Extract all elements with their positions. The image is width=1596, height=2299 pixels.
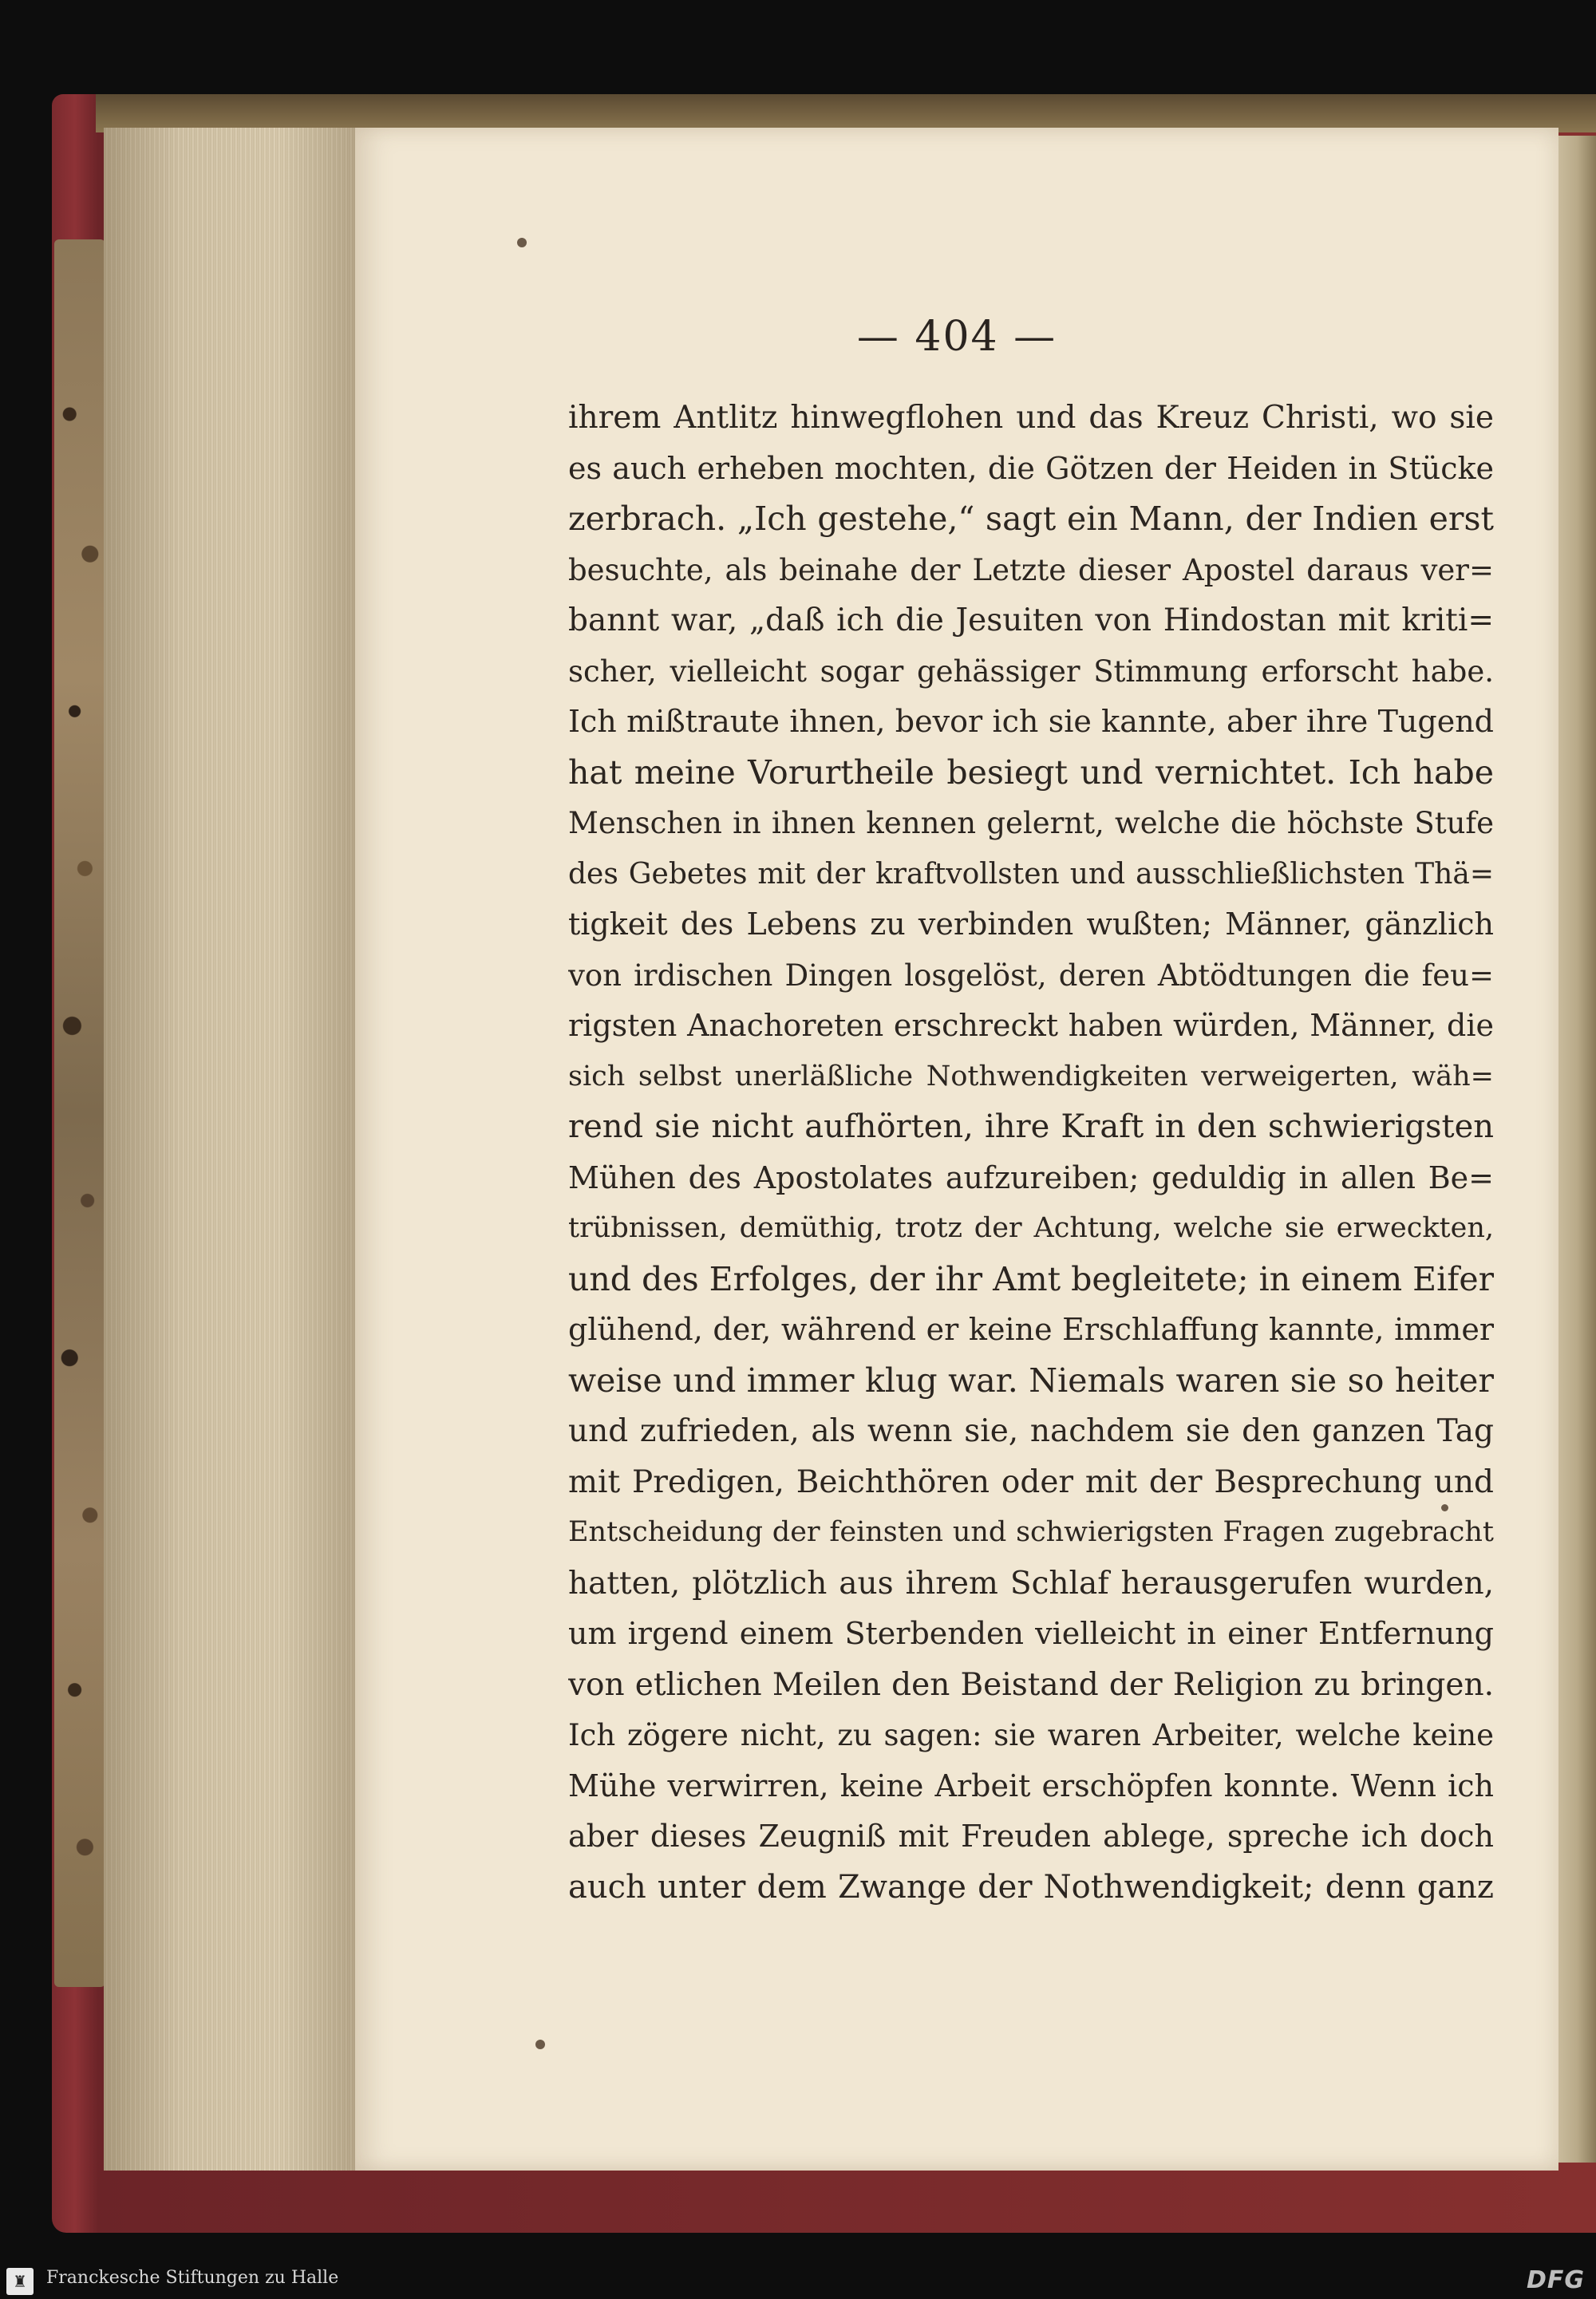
facing-page-edge [1558,136,1596,2163]
text-line: auch unter dem Zwange der Nothwendigkeit; denn ganz [568,1868,1494,1906]
text-line: rend sie nicht aufhörten, ihre Kraft in den schwierigsten [568,1108,1494,1145]
text-line: Mühe verwirren, keine Arbeit erschöpfen konnte. Wenn ich [568,1768,1494,1803]
marbled-spine [54,239,105,1987]
text-line: ihrem Antlitz hinwegflohen und das Kreuz Christi, wo sie [568,400,1494,436]
funder-logo: DFG [1526,2266,1585,2294]
text-line: hat meine Vorurtheile besiegt und vernichtet. Ich habe [568,753,1494,792]
text-line: von irdischen Dingen losgelöst, deren Abtödtungen die feu= [568,958,1494,993]
text-line: scher, vielleicht sogar gehässiger Stimmung erforscht habe. [568,654,1494,689]
text-line: sich selbst unerläßliche Nothwendigkeiten verweigerten, wäh= [568,1060,1494,1092]
text-line: bannt war, „daß ich die Jesuiten von Hindostan mit kriti= [568,602,1494,638]
text-line: Entscheidung der feinsten und schwierigsten Fragen zugebracht [568,1516,1494,1548]
institution-name: Franckesche Stiftungen zu Halle [46,2268,339,2288]
text-line: zerbrach. „Ich gestehe,“ sagt ein Mann, der Indien erst [568,500,1494,538]
text-line: hatten, plötzlich aus ihrem Schlaf herausgerufen wurden, [568,1565,1494,1602]
page-number: — 404 — [856,313,1057,361]
text-line: und des Erfolges, der ihr Amt begleitete; in einem Eifer [568,1259,1494,1298]
text-line: Mühen des Apostolates aufzureiben; geduldig in allen Be= [568,1159,1494,1195]
page-block-shading [104,128,355,2171]
text-line: tigkeit des Lebens zu verbinden wußten; Männer, gänzlich [568,907,1494,942]
text-line: Ich zögere nicht, zu sagen: sie waren Arbeiter, welche keine [568,1718,1494,1752]
text-line: und zufrieden, als wenn sie, nachdem sie den ganzen Tag [568,1413,1494,1449]
text-line: von etlichen Meilen den Beistand der Religion zu bringen. [568,1666,1494,1703]
page-text [568,393,1494,1913]
text-line: Ich mißtraute ihnen, bevor ich sie kannte, aber ihre Tugend [568,704,1494,739]
paper-spot [535,2040,545,2049]
text-line: trübnissen, demüthig, trotz der Achtung, welche sie erweckten, [568,1212,1494,1244]
text-line: Menschen in ihnen kennen gelernt, welche die höchste Stufe [568,806,1494,840]
text-line: mit Predigen, Beichthören oder mit der Besprechung und [568,1464,1494,1500]
text-line: es auch erheben mochten, die Götzen der Heiden in Stücke [568,450,1494,486]
text-line: um irgend einem Sterbenden vielleicht in einer Entfernung [568,1616,1494,1651]
text-line: glühend, der, während er keine Erschlaffung kannte, immer [568,1312,1494,1347]
institution-logo-icon: ♜ [6,2268,34,2295]
text-line: rigsten Anachoreten erschreckt haben würden, Männer, die [568,1008,1494,1043]
text-line: besuchte, als beinahe der Letzte dieser Apostel daraus ver= [568,552,1494,587]
paper-spot [517,238,527,247]
book-top-edge [96,94,1596,132]
text-line: aber dieses Zeugniß mit Freuden ablege, spreche ich doch [568,1819,1494,1854]
text-line: des Gebetes mit der kraftvollsten und ausschließlichsten Thä= [568,857,1494,891]
text-line: weise und immer klug war. Niemals waren sie so heiter [568,1361,1494,1400]
